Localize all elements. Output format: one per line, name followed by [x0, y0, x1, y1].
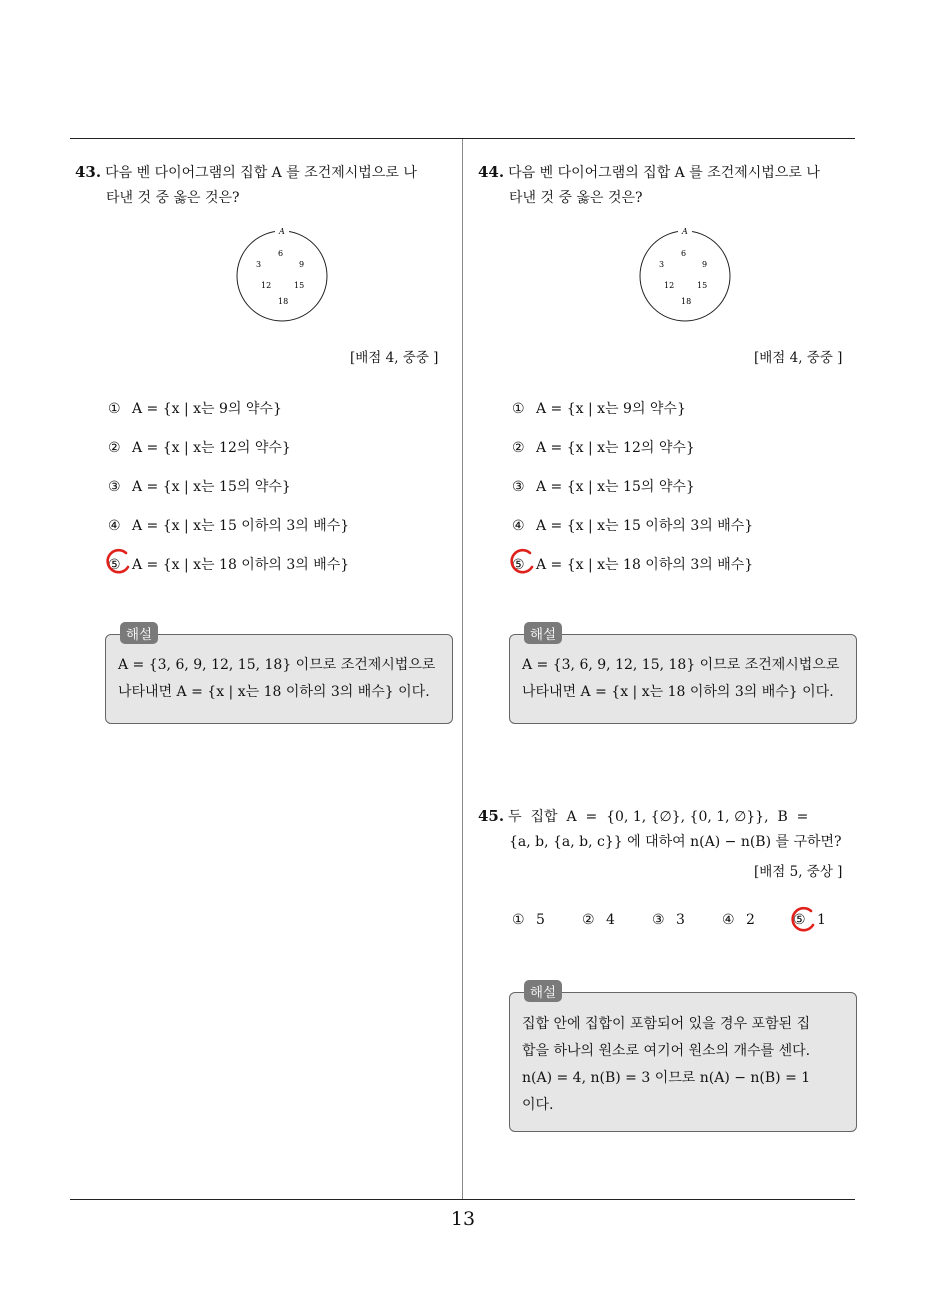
problem-45 [478, 804, 863, 855]
question-text-line2: {a, b, {a, b, c}} 에 대하여 n(A) − n(B) 를 구하면? [509, 834, 842, 850]
choice-5[interactable]: ⑤ 1 [793, 912, 826, 928]
answer-mark-icon [789, 906, 817, 934]
solution-text-line2: 나타내면 A = {x | x는 18 이하의 3의 배수} 이다. [522, 684, 834, 700]
choice-3[interactable]: ③ A = {x | x는 15의 약수} [512, 479, 695, 495]
choice-4[interactable]: ④ A = {x | x는 15 이하의 3의 배수} [108, 518, 350, 534]
choice-2[interactable]: ② A = {x | x는 12의 약수} [108, 440, 291, 456]
solution-text-line2: 합을 하나의 원소로 여기어 원소의 개수를 센다. [522, 1043, 811, 1059]
points-label: [배점 4, 중중 ] [754, 350, 843, 366]
question-text-line2: 타낸 것 중 옳은 것은? [509, 190, 643, 206]
choice-4[interactable]: ④ A = {x | x는 15 이하의 3의 배수} [512, 518, 754, 534]
problem-number: 44. [478, 163, 505, 181]
venn-element: 3 [256, 260, 262, 269]
venn-set-label: A [279, 227, 285, 236]
choice-3[interactable]: ③ 3 [652, 912, 685, 928]
solution-text-line3: n(A) = 4, n(B) = 3 이므로 n(A) − n(B) = 1 [522, 1070, 811, 1086]
venn-element: 12 [664, 281, 675, 290]
venn-element: 3 [659, 260, 665, 269]
question-text-line1: 다음 벤 다이어그램의 집합 A 를 조건제시법으로 나 [105, 165, 417, 181]
solution-tag: 해설 [524, 980, 562, 1002]
choice-1[interactable]: ① A = {x | x는 9의 약수} [108, 401, 282, 417]
solution-text-line1: 집합 안에 집합이 포함되어 있을 경우 포함된 집 [522, 1016, 811, 1032]
question-text-line1: 두 집합 A = {0, 1, {∅}, {0, 1, ∅}}, B = [508, 809, 809, 825]
solution-tag: 해설 [120, 622, 158, 644]
choice-5[interactable]: ⑤ A = {x | x는 18 이하의 3의 배수} [512, 557, 754, 573]
choice-2[interactable]: ② A = {x | x는 12의 약수} [512, 440, 695, 456]
column-divider [462, 139, 463, 1199]
answer-mark-icon [104, 548, 132, 576]
question-text-line1: 다음 벤 다이어그램의 집합 A 를 조건제시법으로 나 [508, 165, 820, 181]
answer-mark-icon [508, 548, 536, 576]
venn-element: 18 [278, 297, 289, 306]
choice-2[interactable]: ② 4 [582, 912, 615, 928]
points-label: [배점 4, 중중 ] [350, 350, 439, 366]
solution-text-line2: 나타내면 A = {x | x는 18 이하의 3의 배수} 이다. [118, 684, 430, 700]
problem-number: 43. [75, 163, 102, 181]
venn-element: 6 [278, 249, 284, 258]
problem-43 [75, 160, 460, 211]
venn-element: 9 [702, 260, 708, 269]
solution-tag: 해설 [524, 622, 562, 644]
venn-diagram [232, 225, 332, 325]
venn-element: 9 [299, 260, 305, 269]
choice-3[interactable]: ③ A = {x | x는 15의 약수} [108, 479, 291, 495]
footer-rule [70, 1199, 855, 1200]
choice-1[interactable]: ① 5 [512, 912, 545, 928]
venn-element: 6 [681, 249, 687, 258]
venn-element: 12 [261, 281, 272, 290]
points-label: [배점 5, 중상 ] [754, 864, 843, 880]
venn-element: 15 [697, 281, 708, 290]
venn-element: 18 [681, 297, 692, 306]
choice-4[interactable]: ④ 2 [722, 912, 755, 928]
question-text-line2: 타낸 것 중 옳은 것은? [106, 190, 240, 206]
solution-text-line1: A = {3, 6, 9, 12, 15, 18} 이므로 조건제시법으로 [118, 657, 436, 673]
choice-1[interactable]: ① A = {x | x는 9의 약수} [512, 401, 686, 417]
venn-element: 15 [294, 281, 305, 290]
problem-44 [478, 160, 863, 211]
solution-text-line1: A = {3, 6, 9, 12, 15, 18} 이므로 조건제시법으로 [522, 657, 840, 673]
solution-text-line4: 이다. [522, 1097, 554, 1113]
venn-diagram [635, 225, 735, 325]
problem-number: 45. [478, 807, 505, 825]
venn-set-label: A [682, 227, 688, 236]
page-number: 13 [450, 1208, 476, 1230]
choice-5[interactable]: ⑤ A = {x | x는 18 이하의 3의 배수} [108, 557, 350, 573]
